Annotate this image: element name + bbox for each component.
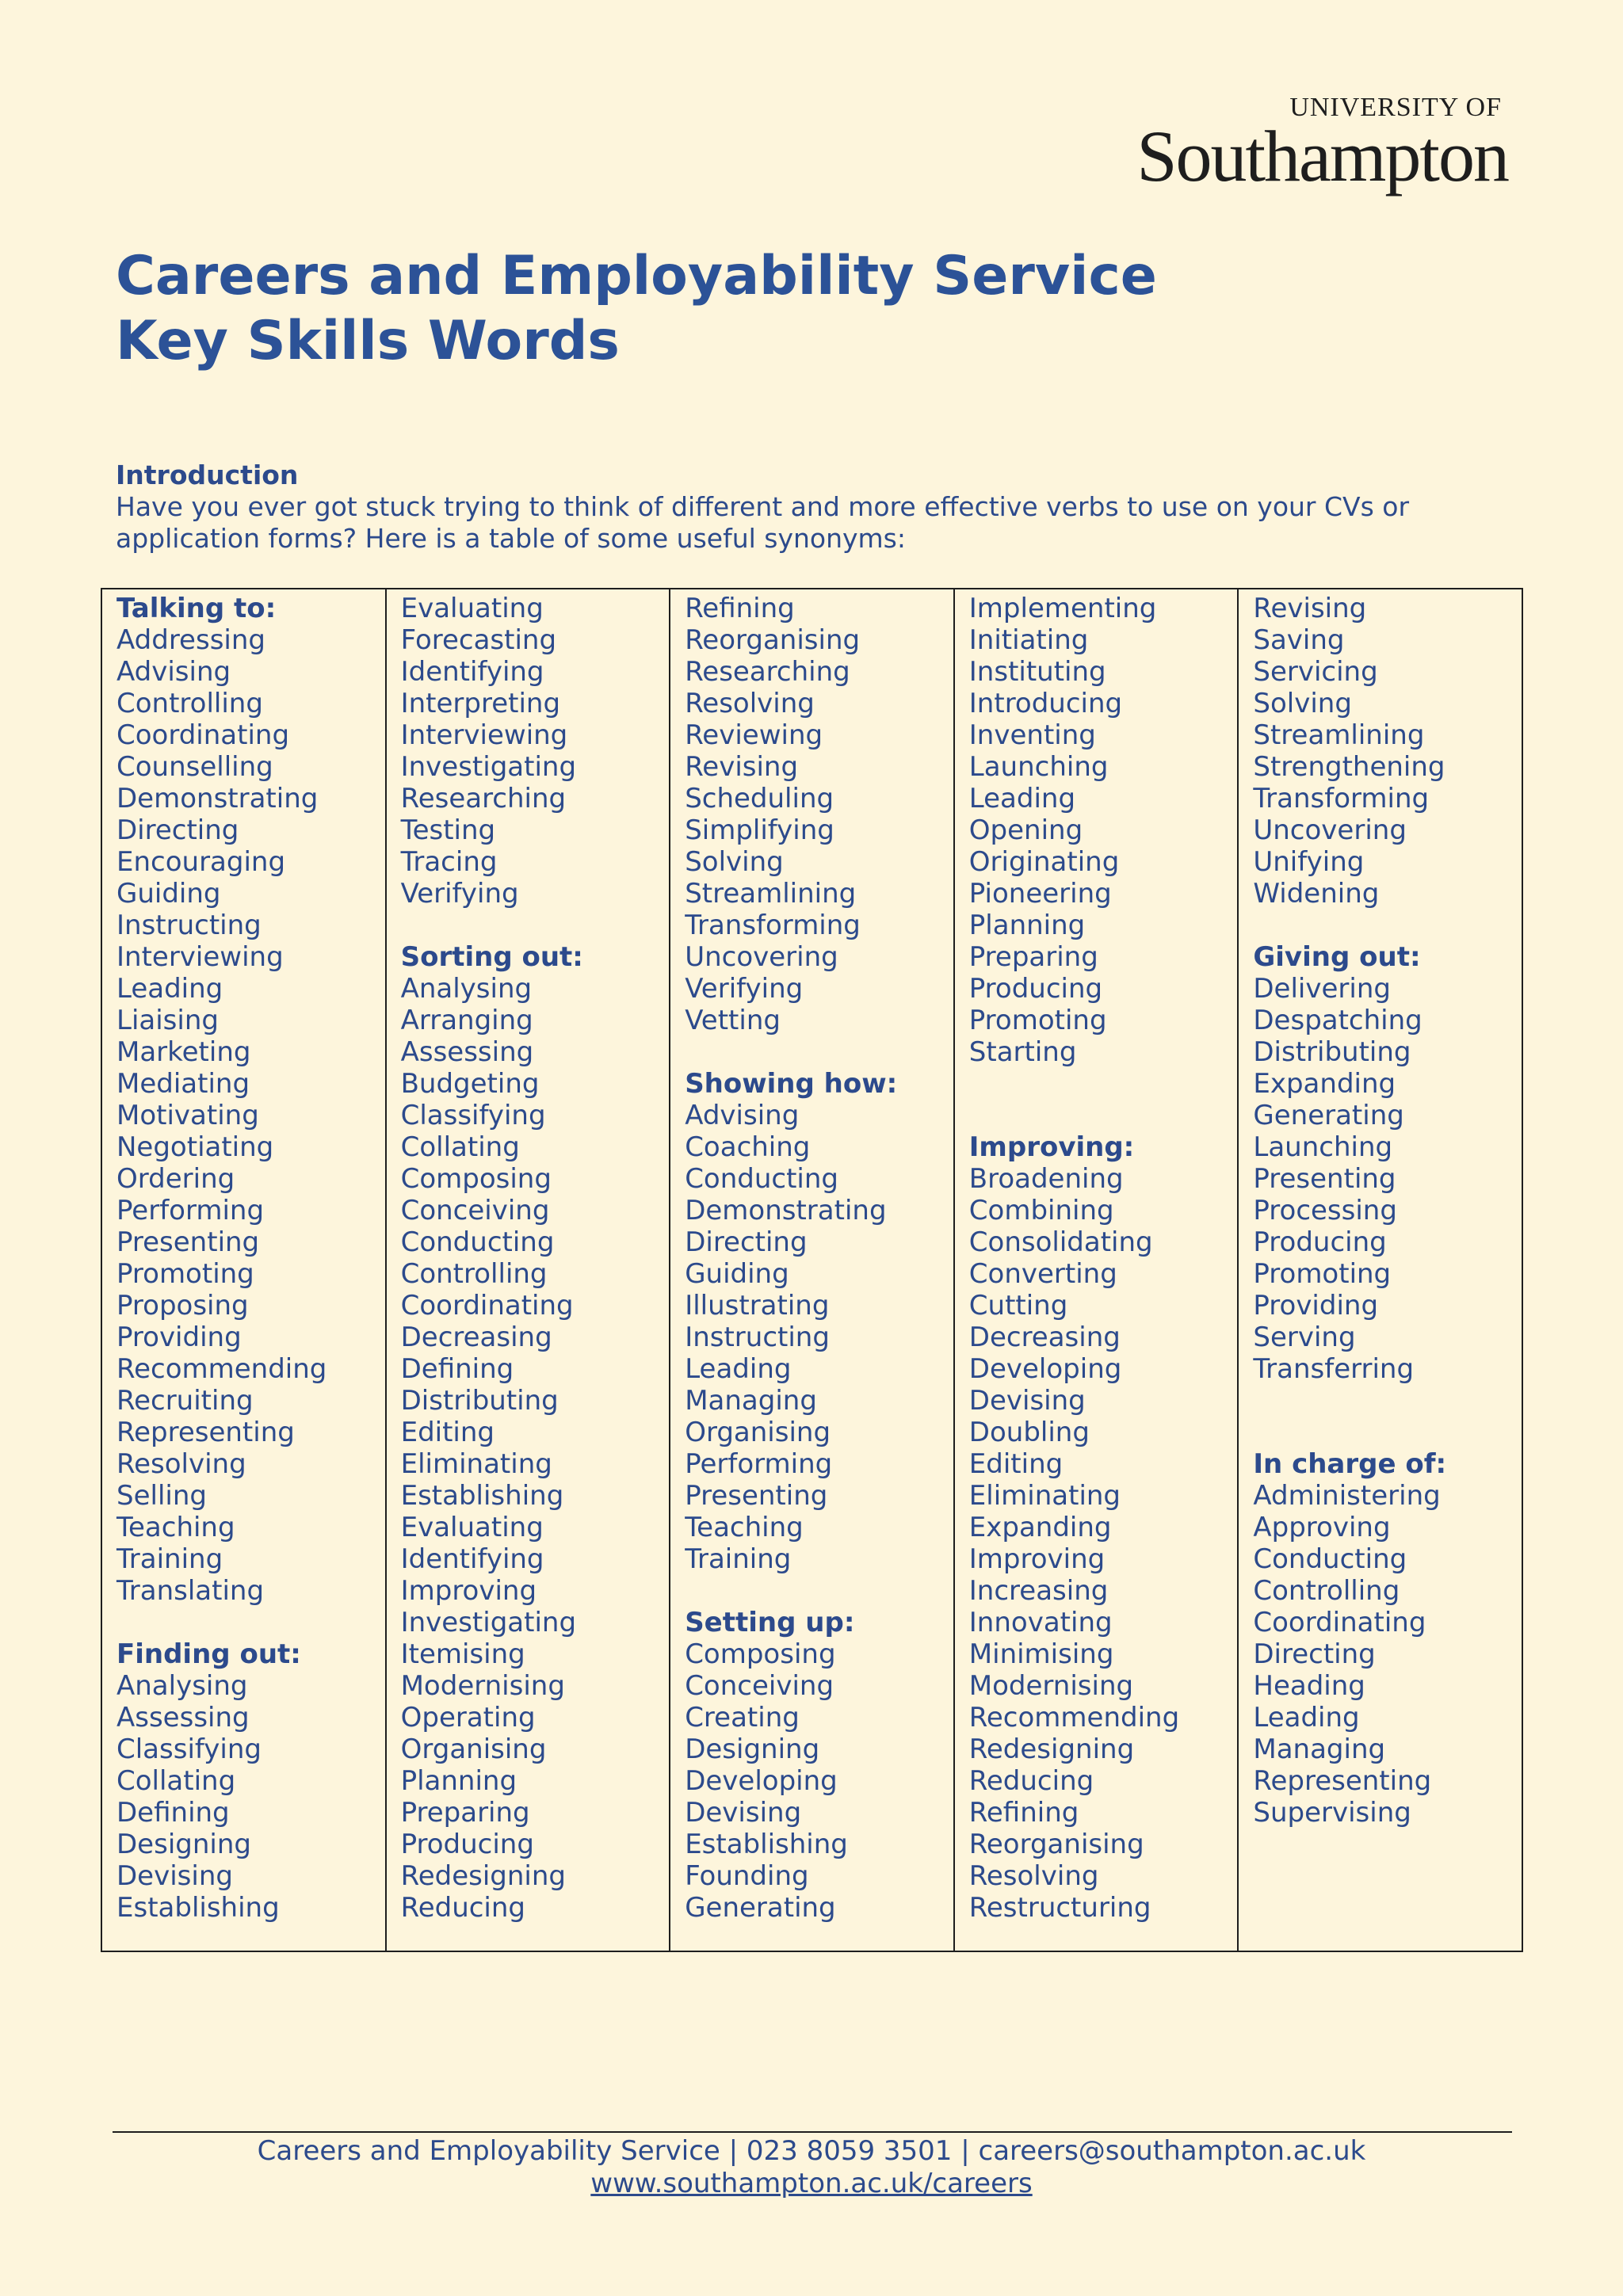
skill-word: Marketing <box>116 1036 251 1068</box>
skill-word: Presenting <box>685 1480 828 1512</box>
skill-word: Preparing <box>400 1797 530 1829</box>
category-heading: Giving out: <box>1253 941 1421 973</box>
skill-word: Transforming <box>685 910 861 941</box>
skill-word: Leading <box>685 1353 792 1385</box>
skill-word: Directing <box>116 814 239 846</box>
skill-word: Reviewing <box>685 719 823 751</box>
skill-word: Introducing <box>968 688 1123 719</box>
skill-word: Advising <box>685 1100 800 1131</box>
skill-word: Distributing <box>1253 1036 1411 1068</box>
skill-word: Refining <box>968 1797 1079 1829</box>
skill-word: Proposing <box>116 1290 249 1322</box>
title-line-2: Key Skills Words <box>116 310 620 372</box>
table-column <box>102 589 387 1951</box>
skill-word: Doubling <box>968 1417 1090 1448</box>
skill-word: Itemising <box>400 1638 525 1670</box>
skill-word: Servicing <box>1253 656 1378 688</box>
skill-word: Budgeting <box>400 1068 540 1100</box>
skill-word: Improving <box>400 1575 537 1607</box>
skill-word: Developing <box>968 1353 1122 1385</box>
category-heading: In charge of: <box>1253 1448 1447 1480</box>
skill-word: Developing <box>685 1765 838 1797</box>
skill-word: Widening <box>1253 878 1380 910</box>
spacer <box>685 1575 953 1607</box>
skill-word: Leading <box>968 783 1076 814</box>
skill-word: Producing <box>1253 1226 1387 1258</box>
skill-word: Recommending <box>116 1353 327 1385</box>
footer-contact: Careers and Employability Service | 023 8059 3501 | careers@southampton.ac.uk <box>257 2135 1366 2167</box>
skill-word: Conceiving <box>400 1195 550 1226</box>
skill-word: Organising <box>685 1417 831 1448</box>
footer-website-link[interactable]: www.southampton.ac.uk/careers <box>590 2168 1033 2199</box>
skill-word: Encouraging <box>116 846 286 878</box>
skill-word: Reducing <box>400 1892 526 1924</box>
skill-word: Controlling <box>1253 1575 1400 1607</box>
skill-word: Strengthening <box>1253 751 1445 783</box>
skill-word: Interviewing <box>400 719 568 751</box>
skill-word: Preparing <box>968 941 1098 973</box>
skill-word: Devising <box>685 1797 802 1829</box>
table-column <box>1239 589 1522 1951</box>
skill-word: Converting <box>968 1258 1117 1290</box>
skill-word: Organising <box>400 1733 547 1765</box>
skill-word: Delivering <box>1253 973 1391 1005</box>
skill-word: Interviewing <box>116 941 284 973</box>
skill-word: Uncovering <box>1253 814 1407 846</box>
skill-word: Coordinating <box>116 719 290 751</box>
skill-word: Distributing <box>400 1385 559 1417</box>
skill-word: Verifying <box>400 878 519 910</box>
logo-southampton: Southampton <box>1136 116 1508 196</box>
skill-word: Vetting <box>685 1005 781 1036</box>
skill-word: Revising <box>1253 593 1367 624</box>
skill-word: Revising <box>685 751 799 783</box>
skill-word: Coordinating <box>400 1290 574 1322</box>
skill-word: Assessing <box>400 1036 534 1068</box>
skill-word: Devising <box>116 1860 233 1892</box>
skill-word: Establishing <box>116 1892 280 1924</box>
skill-word: Identifying <box>400 656 544 688</box>
skill-word: Composing <box>400 1163 552 1195</box>
skill-word: Motivating <box>116 1100 259 1131</box>
spacer <box>1253 1385 1522 1417</box>
skill-word: Leading <box>1253 1702 1360 1733</box>
skill-word: Reducing <box>968 1765 1094 1797</box>
category-heading: Talking to: <box>116 593 277 624</box>
skill-word: Evaluating <box>400 1512 544 1543</box>
skill-word: Consolidating <box>968 1226 1153 1258</box>
spacer <box>401 910 670 941</box>
skill-word: Presenting <box>116 1226 260 1258</box>
skill-word: Testing <box>400 814 496 846</box>
university-logo <box>1064 93 1508 196</box>
title-line-1: Careers and Employability Service <box>116 245 1157 307</box>
skill-word: Controlling <box>116 688 263 719</box>
skill-word: Representing <box>116 1417 295 1448</box>
skill-word: Evaluating <box>400 593 544 624</box>
skill-word: Heading <box>1253 1670 1365 1702</box>
skill-word: Classifying <box>400 1100 546 1131</box>
spacer <box>685 1036 953 1068</box>
skill-word: Solving <box>1253 688 1352 719</box>
skill-word: Advising <box>116 656 231 688</box>
skill-word: Researching <box>400 783 567 814</box>
skill-word: Recruiting <box>116 1385 254 1417</box>
skill-word: Teaching <box>116 1512 235 1543</box>
spacer <box>969 1068 1238 1100</box>
category-heading: Finding out: <box>116 1638 301 1670</box>
skill-word: Conducting <box>685 1163 839 1195</box>
skill-word: Providing <box>116 1322 242 1353</box>
skill-word: Innovating <box>968 1607 1113 1638</box>
skill-word: Defining <box>400 1353 514 1385</box>
skill-word: Producing <box>400 1829 534 1860</box>
skill-word: Establishing <box>400 1480 564 1512</box>
skill-word: Resolving <box>116 1448 246 1480</box>
skill-word: Instituting <box>968 656 1106 688</box>
skill-word: Transforming <box>1253 783 1430 814</box>
introduction-text-line-1: Have you ever got stuck trying to think of different and more effective verbs to use on your CVs or <box>116 491 1410 522</box>
skill-word: Providing <box>1253 1290 1379 1322</box>
skill-word: Saving <box>1253 624 1345 656</box>
skill-word: Improving <box>968 1543 1106 1575</box>
skill-word: Forecasting <box>400 624 557 656</box>
skill-word: Guiding <box>116 878 221 910</box>
skill-word: Researching <box>685 656 850 688</box>
skill-word: Interpreting <box>400 688 561 719</box>
skill-word: Coaching <box>685 1131 811 1163</box>
skill-word: Arranging <box>400 1005 533 1036</box>
skill-word: Tracing <box>400 846 498 878</box>
logo-university-of: UNIVERSITY OF <box>1289 93 1502 122</box>
category-heading: Improving: <box>968 1131 1135 1163</box>
skill-word: Eliminating <box>968 1480 1121 1512</box>
skill-word: Collating <box>400 1131 520 1163</box>
skill-word: Resolving <box>685 688 815 719</box>
skill-word: Instructing <box>116 910 262 941</box>
skill-word: Redesigning <box>968 1733 1135 1765</box>
skill-word: Generating <box>1253 1100 1404 1131</box>
skill-word: Increasing <box>968 1575 1109 1607</box>
skill-word: Supervising <box>1253 1797 1411 1829</box>
skill-word: Cutting <box>968 1290 1068 1322</box>
skill-word: Expanding <box>968 1512 1112 1543</box>
skill-word: Launching <box>968 751 1109 783</box>
skill-word: Addressing <box>116 624 265 656</box>
skill-word: Demonstrating <box>685 1195 887 1226</box>
skill-word: Broadening <box>968 1163 1124 1195</box>
skill-word: Verifying <box>685 973 804 1005</box>
skill-word: Originating <box>968 846 1120 878</box>
skill-word: Demonstrating <box>116 783 319 814</box>
skill-word: Expanding <box>1253 1068 1396 1100</box>
skill-word: Producing <box>968 973 1103 1005</box>
skill-word: Presenting <box>1253 1163 1396 1195</box>
skill-word: Despatching <box>1253 1005 1423 1036</box>
skill-word: Modernising <box>400 1670 565 1702</box>
skill-word: Establishing <box>685 1829 848 1860</box>
table-column <box>955 589 1239 1951</box>
introduction-heading: Introduction <box>116 460 299 490</box>
skill-word: Promoting <box>1253 1258 1392 1290</box>
skill-word: Negotiating <box>116 1131 274 1163</box>
skill-word: Decreasing <box>968 1322 1121 1353</box>
skill-word: Pioneering <box>968 878 1112 910</box>
skill-word: Administering <box>1253 1480 1441 1512</box>
skill-word: Identifying <box>400 1543 544 1575</box>
spacer <box>116 1607 385 1638</box>
skill-word: Initiating <box>968 624 1089 656</box>
skill-word: Instructing <box>685 1322 830 1353</box>
skill-word: Unifying <box>1253 846 1365 878</box>
skills-words-table <box>101 588 1523 1952</box>
introduction-section <box>116 460 1510 555</box>
skill-word: Operating <box>400 1702 536 1733</box>
footer <box>0 2135 1623 2200</box>
skill-word: Planning <box>400 1765 517 1797</box>
skill-word: Inventing <box>968 719 1096 751</box>
skill-word: Analysing <box>116 1670 248 1702</box>
skill-word: Approving <box>1253 1512 1391 1543</box>
skill-word: Directing <box>685 1226 808 1258</box>
skill-word: Modernising <box>968 1670 1134 1702</box>
skill-word: Composing <box>685 1638 836 1670</box>
skill-word: Controlling <box>400 1258 548 1290</box>
skill-word: Eliminating <box>400 1448 552 1480</box>
skill-word: Decreasing <box>400 1322 552 1353</box>
skill-word: Serving <box>1253 1322 1356 1353</box>
skill-word: Defining <box>116 1797 230 1829</box>
skill-word: Classifying <box>116 1733 262 1765</box>
skill-word: Managing <box>1253 1733 1386 1765</box>
skill-word: Devising <box>968 1385 1086 1417</box>
skill-word: Counselling <box>116 751 273 783</box>
spacer <box>1253 1417 1522 1448</box>
skill-word: Conducting <box>400 1226 555 1258</box>
skill-word: Simplifying <box>685 814 834 846</box>
skill-word: Training <box>116 1543 223 1575</box>
skill-word: Processing <box>1253 1195 1397 1226</box>
skill-word: Teaching <box>685 1512 804 1543</box>
skill-word: Streamlining <box>1253 719 1425 751</box>
skill-word: Editing <box>400 1417 495 1448</box>
page-title <box>116 244 1157 374</box>
skill-word: Representing <box>1253 1765 1432 1797</box>
skill-word: Refining <box>685 593 795 624</box>
skill-word: Promoting <box>116 1258 254 1290</box>
skill-word: Translating <box>116 1575 265 1607</box>
skill-word: Planning <box>968 910 1086 941</box>
skill-word: Solving <box>685 846 784 878</box>
skill-word: Reorganising <box>685 624 861 656</box>
introduction-text-line-2: application forms? Here is a table of some useful synonyms: <box>116 523 906 554</box>
skill-word: Illustrating <box>685 1290 830 1322</box>
skill-word: Collating <box>116 1765 236 1797</box>
skill-word: Generating <box>685 1892 836 1924</box>
skill-word: Training <box>685 1543 792 1575</box>
skill-word: Promoting <box>968 1005 1107 1036</box>
skill-word: Designing <box>116 1829 251 1860</box>
category-heading: Sorting out: <box>400 941 583 973</box>
skill-word: Starting <box>968 1036 1077 1068</box>
skill-word: Managing <box>685 1385 817 1417</box>
skill-word: Scheduling <box>685 783 834 814</box>
skill-word: Performing <box>116 1195 265 1226</box>
skill-word: Opening <box>968 814 1083 846</box>
skill-word: Resolving <box>968 1860 1099 1892</box>
spacer <box>969 1100 1238 1131</box>
skill-word: Mediating <box>116 1068 250 1100</box>
skill-word: Guiding <box>685 1258 789 1290</box>
table-column <box>670 589 955 1951</box>
skill-word: Redesigning <box>400 1860 566 1892</box>
skill-word: Investigating <box>400 1607 577 1638</box>
skill-word: Liaising <box>116 1005 219 1036</box>
skill-word: Assessing <box>116 1702 250 1733</box>
skill-word: Creating <box>685 1702 800 1733</box>
skill-word: Founding <box>685 1860 809 1892</box>
skill-word: Analysing <box>400 973 533 1005</box>
skill-word: Ordering <box>116 1163 235 1195</box>
skill-word: Recommending <box>968 1702 1180 1733</box>
skill-word: Leading <box>116 973 223 1005</box>
spacer <box>1253 910 1522 941</box>
skill-word: Coordinating <box>1253 1607 1426 1638</box>
skill-word: Combining <box>968 1195 1114 1226</box>
skill-word: Restructuring <box>968 1892 1151 1924</box>
footer-divider <box>113 2131 1512 2133</box>
skill-word: Conducting <box>1253 1543 1407 1575</box>
category-heading: Setting up: <box>685 1607 855 1638</box>
skill-word: Selling <box>116 1480 207 1512</box>
category-heading: Showing how: <box>685 1068 898 1100</box>
skill-word: Implementing <box>968 593 1157 624</box>
skill-word: Designing <box>685 1733 820 1765</box>
skill-word: Streamlining <box>685 878 857 910</box>
skill-word: Uncovering <box>685 941 838 973</box>
table-column <box>387 589 671 1951</box>
skill-word: Reorganising <box>968 1829 1144 1860</box>
skill-word: Transferring <box>1253 1353 1415 1385</box>
skill-word: Investigating <box>400 751 577 783</box>
skill-word: Directing <box>1253 1638 1376 1670</box>
skill-word: Editing <box>968 1448 1064 1480</box>
skill-word: Performing <box>685 1448 833 1480</box>
skill-word: Minimising <box>968 1638 1114 1670</box>
skill-word: Conceiving <box>685 1670 834 1702</box>
skill-word: Launching <box>1253 1131 1393 1163</box>
